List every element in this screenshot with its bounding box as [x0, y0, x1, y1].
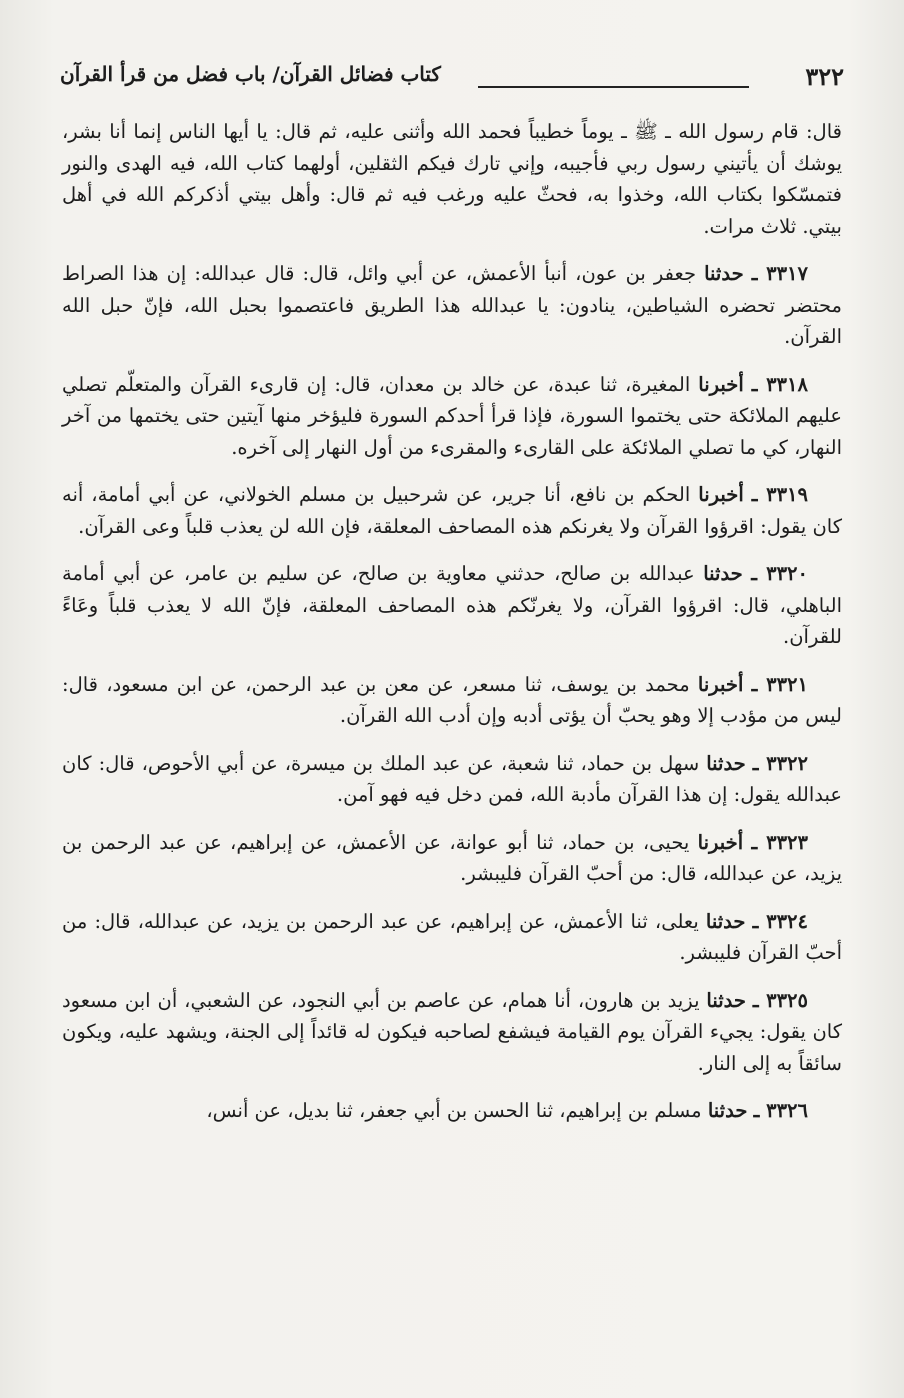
hadith-3317: [62, 258, 842, 353]
hadith-number: ٣٣٢٤ ـ: [752, 909, 808, 933]
page-body: [62, 116, 842, 1143]
page-number: ٣٢٢: [805, 62, 844, 91]
hadith-lead: أخبرنا: [697, 830, 744, 854]
hadith-3325: [62, 985, 842, 1080]
hadith-number: ٣٣١٩ ـ: [751, 483, 808, 506]
hadith-number: ٣٣٢٥ ـ: [752, 988, 808, 1012]
hadith-lead: حدثنا: [707, 1099, 748, 1122]
hadith-text: يزيد بن هارون، أنا همام، عن عاصم بن أبي النجود، عن الشعبي، أن ابن مسعود كان يقول: يجيء القرآن يوم القيامة فيشفع لصاحبه فيكون له قائداً إلى الجنة، ويشهد عليه، ويكون سائقاً به إلى النار.: [62, 988, 842, 1075]
hadith-3319: [62, 479, 842, 542]
hadith-3323: [62, 827, 842, 890]
paragraph-text: قال: قام رسول الله ـ ﷺ ـ يوماً خطيباً فحمد الله وأثنى عليه، ثم قال: يا أيها الناس إنما أنا بشر، يوشك أن يأتيني رسول ربي فأجيبه، وإني تارك فيكم الثقلين، أولهما كتاب الله، فيه الهدى والنور فتمسّكوا بكتاب الله، وخذوا به، فحثّ عليه ورغب فيه ثم قال: وأهل بيتي أذكركم الله في أهل بيتي. ثلاث مرات.: [62, 120, 842, 238]
hadith-number: ٣٣١٨ ـ: [751, 372, 808, 396]
hadith-text: المغيرة، ثنا عبدة، عن خالد بن معدان، قال: إن قارىء القرآن والمتعلّم تصلي عليهم الملائكة حتى يختموا السورة، فإذا قرأ أحدكم السورة فليؤخر منها آيتين حتى يختمها من آخر النهار، كي ما تصلي الملائكة على القارىء والمقرىء من أول النهار إلى آخره.: [62, 372, 842, 459]
hadith-lead: حدثنا: [705, 909, 746, 933]
hadith-text: يعلى، ثنا الأعمش، عن إبراهيم، عن عبد الرحمن بن يزيد، عن عبدالله، قال: من أحبّ القرآن فليبشر.: [62, 909, 842, 964]
hadith-lead: أخبرنا: [697, 672, 744, 696]
hadith-lead: أخبرنا: [698, 372, 744, 396]
header-rule: [478, 86, 749, 88]
hadith-text: جعفر بن عون، أنبأ الأعمش، عن أبي وائل، قال: قال عبدالله: إن هذا الصراط محتضر تحضره الشياطين، ينادون: يا عبدالله هذا الطريق فاعتصموا بحبل الله، فإنّ حبل الله القرآن.: [62, 262, 842, 348]
hadith-lead: حدثنا: [706, 751, 746, 775]
hadith-lead: حدثنا: [706, 988, 746, 1012]
hadith-number: ٣٣٢٣ ـ: [751, 830, 808, 854]
hadith-text: يحيى، بن حماد، ثنا أبو عوانة، عن الأعمش، عن إبراهيم، عن عبد الرحمن بن يزيد، عن عبدالله، قال: من أحبّ القرآن فليبشر.: [62, 830, 842, 885]
hadith-lead: حدثنا: [703, 562, 743, 585]
hadith-3320: [62, 558, 842, 653]
hadith-3318: [62, 369, 842, 464]
hadith-number: ٣٣٢٢ ـ: [752, 751, 808, 775]
hadith-text: مسلم بن إبراهيم، ثنا الحسن بن أبي جعفر، ثنا بديل، عن أنس،: [206, 1099, 708, 1122]
hadith-number: ٣٣٢١ ـ: [751, 672, 808, 696]
hadith-3326: [62, 1095, 842, 1127]
hadith-number: ٣٣١٧ ـ: [751, 262, 808, 285]
hadith-text: الحكم بن نافع، أنا جرير، عن شرحبيل بن مسلم الخولاني، عن أبي أمامة، أنه كان يقول: اقرؤوا القرآن ولا يغرنكم هذه المصاحف المعلقة، فإن الله لن يعذب قلباً وعى القرآن.: [62, 483, 842, 538]
hadith-text: سهل بن حماد، ثنا شعبة، عن عبد الملك بن ميسرة، عن أبي الأحوص، قال: كان عبدالله يقول: إن هذا القرآن مأدبة الله، فمن دخل فيه فهو آمن.: [62, 751, 842, 806]
running-header: [60, 58, 844, 98]
hadith-text: محمد بن يوسف، ثنا مسعر، عن معن بن عبد الرحمن، عن ابن مسعود، قال: ليس من مؤدب إلا وهو يحبّ أن يؤتى أدبه وإن أدب الله القرآن.: [62, 672, 842, 727]
hadith-number: ٣٣٢٦ ـ: [753, 1099, 808, 1122]
hadith-lead: حدثنا: [704, 262, 744, 285]
hadith-text: عبدالله بن صالح، حدثني معاوية بن صالح، عن سليم بن عامر، عن أبي أمامة الباهلي، قال: اقرؤوا القرآن، ولا يغرنّكم هذه المصاحف المعلقة، فإنّ الله لا يعذب قلباً وعَاءً للقرآن.: [62, 562, 842, 648]
paragraph-continuation: [62, 116, 842, 242]
chapter-title: كتاب فضائل القرآن/ باب فضل من قرأ القرآن: [60, 62, 441, 86]
hadith-3322: [62, 748, 842, 811]
hadith-3321: [62, 669, 842, 732]
hadith-number: ٣٣٢٠ ـ: [751, 562, 808, 585]
hadith-3324: [62, 906, 842, 969]
hadith-lead: أخبرنا: [698, 483, 744, 506]
